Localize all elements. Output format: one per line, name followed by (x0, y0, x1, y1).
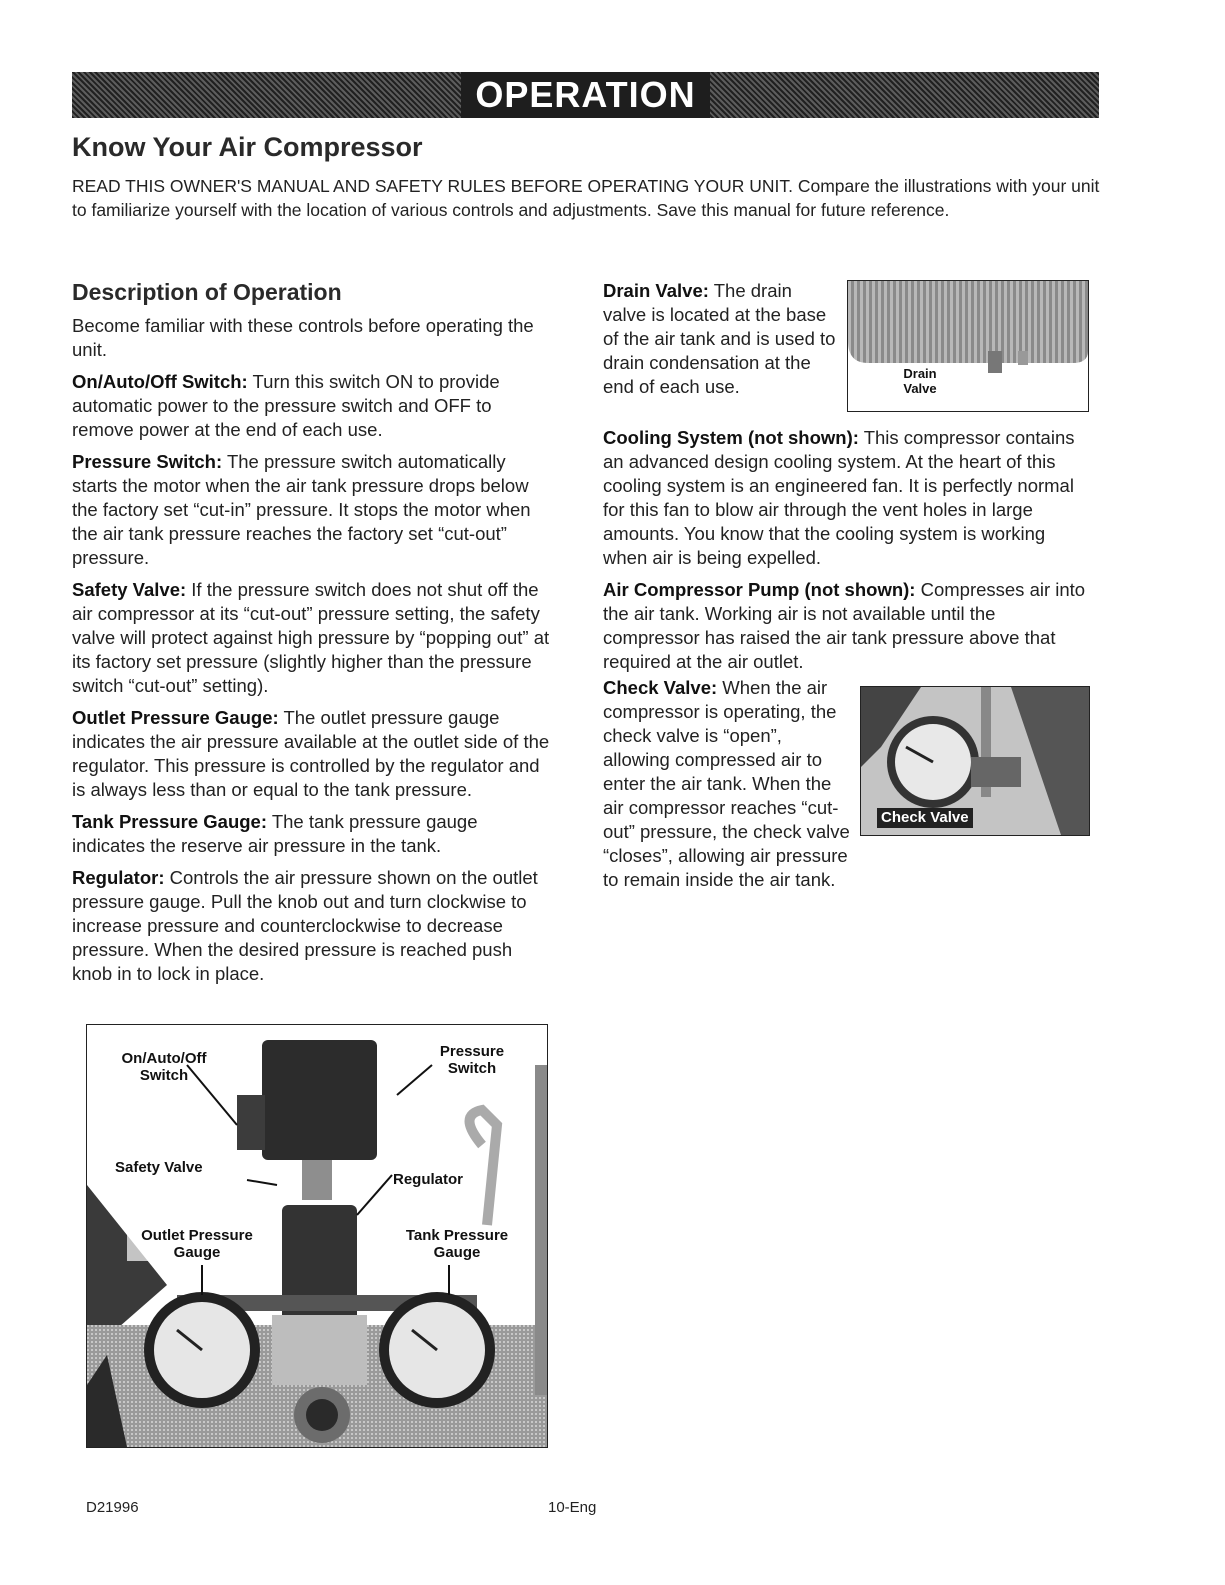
term: Safety Valve: (72, 579, 187, 600)
description-heading: Description of Operation (72, 279, 342, 305)
drain-valve-text (603, 279, 839, 407)
check-valve-text (603, 676, 853, 900)
on-auto-off-label: On/Auto/Off Switch (121, 1050, 207, 1084)
left-column (72, 280, 550, 994)
definition: The tank pressure gauge indicates the reserve air pressure in the tank. (72, 811, 478, 856)
definition: Turn this switch ON to provide automatic power to the pressure switch and OFF to remove power at the end of each use. (72, 371, 500, 440)
definition: The pressure switch automatically starts the motor when the air tank pressure drops below the factory set “cut-in” pressure. It stops the motor when the air tank pressure reaches the factory set “cut-out” pressure. (72, 451, 531, 568)
item-on-auto-off (72, 370, 550, 442)
drain-valve-illustration (848, 281, 1088, 411)
check-valve-label: Check Valve (881, 809, 969, 826)
definition: Controls the air pressure shown on the outlet pressure gauge. Pull the knob out and turn clockwise to increase pressure and counterclockwise to decrease pressure. When the desired pressure is reached push knob in to lock in place. (72, 867, 538, 984)
term: Air Compressor Pump (not shown): (603, 579, 916, 600)
document-code: D21996 (86, 1499, 139, 1516)
term: Check Valve: (603, 677, 718, 698)
banner-title: OPERATION (461, 72, 709, 118)
term: On/Auto/Off Switch: (72, 371, 248, 392)
item-cooling (603, 426, 1093, 570)
definition: If the pressure switch does not shut off the air compressor at its “cut-out” pressure setting, the safety valve will protect against high pressure by “popping out” at its factory set pressure (slightly higher than the pressure switch “cut-out” setting). (72, 579, 550, 696)
section-banner (72, 72, 1099, 118)
regulator-label: Regulator (392, 1171, 463, 1188)
check-valve-tag (877, 808, 973, 828)
item-outlet-gauge (72, 706, 550, 802)
outlet-gauge-label: Outlet Pressure Gauge (127, 1227, 267, 1261)
definition: The outlet pressure gauge indicates the air pressure available at the outlet side of the regulator. This pressure is controlled by the regulator and is always less than or equal to the tank pressure. (72, 707, 550, 800)
term: Outlet Pressure Gauge: (72, 707, 279, 728)
tank-gauge-label: Tank Pressure Gauge (387, 1227, 527, 1261)
term: Cooling System (not shown): (603, 427, 859, 448)
drain-valve-label: Drain Valve (903, 366, 937, 396)
term: Tank Pressure Gauge: (72, 811, 268, 832)
item-pump (603, 578, 1093, 674)
item-tank-gauge (72, 810, 550, 858)
item-regulator (72, 866, 550, 986)
page-number: 10-Eng (548, 1499, 597, 1516)
safety-valve-label: Safety Valve (115, 1159, 203, 1176)
page-heading: Know Your Air Compressor (72, 132, 423, 162)
right-column (603, 426, 1093, 682)
item-pressure-switch (72, 450, 550, 570)
term: Regulator: (72, 867, 165, 888)
intro-paragraph: READ THIS OWNER'S MANUAL AND SAFETY RULES BEFORE OPERATING YOUR UNIT. Compare the illustrations with your unit to familiarize yourself with the location of various controls and adjustments. Save this manual for future reference. (72, 176, 1100, 220)
term: Pressure Switch: (72, 451, 223, 472)
term: Drain Valve: (603, 280, 709, 301)
definition: The drain valve is located at the base of the air tank and is used to drain condensation at the end of each use. (603, 280, 836, 397)
drain-valve-figure (847, 280, 1089, 412)
compressor-controls-figure (86, 1024, 548, 1448)
description-lead: Become familiar with these controls before operating the unit. (72, 315, 534, 360)
pressure-switch-label: Pressure Switch (439, 1043, 505, 1077)
check-valve-figure (860, 686, 1090, 836)
definition: When the air compressor is operating, the check valve is “open”, allowing compressed air to enter the air tank. When the air compressor reaches “cut-out” pressure, the check valve “closes”, allowing air pressure to remain inside the air tank. (603, 677, 850, 890)
item-safety-valve (72, 578, 550, 698)
definition: Compresses air into the air tank. Working air is not available until the compressor has raised the air tank pressure above that required at the air outlet. (603, 579, 1086, 672)
definition: This compressor contains an advanced design cooling system. At the heart of this cooling system is an engineered fan. It is perfectly normal for this fan to blow air through the vent holes in large amounts. You know that the cooling system is working when air is being expelled. (603, 427, 1075, 568)
